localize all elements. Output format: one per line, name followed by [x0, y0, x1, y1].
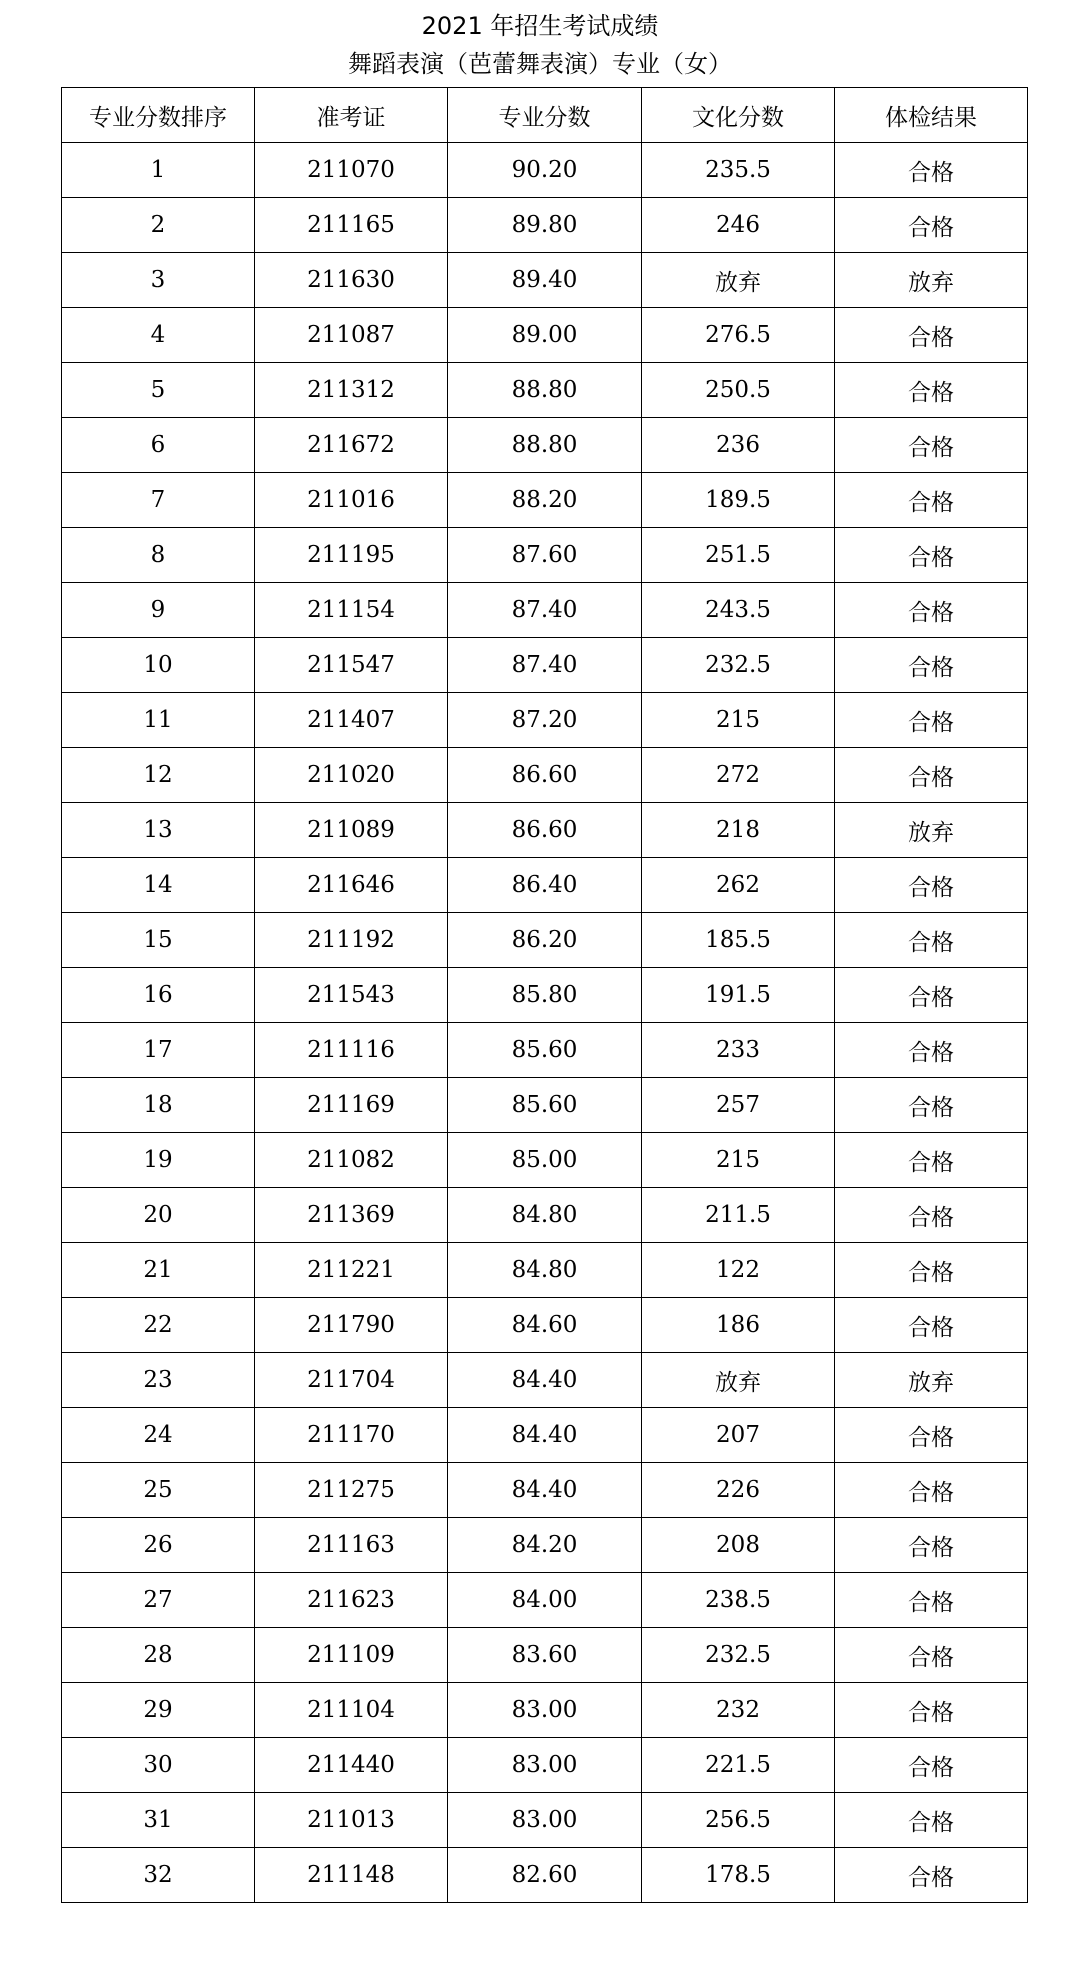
cell-physical-result: 合格	[835, 1243, 1028, 1298]
table-row	[62, 1518, 1028, 1573]
table-row	[62, 528, 1028, 583]
cell-physical-result: 合格	[835, 1683, 1028, 1738]
cell-physical-result: 合格	[835, 638, 1028, 693]
cell-rank: 28	[62, 1628, 255, 1683]
table-header	[62, 88, 1028, 143]
cell-rank: 23	[62, 1353, 255, 1408]
cell-rank: 19	[62, 1133, 255, 1188]
cell-major-score: 84.20	[448, 1518, 642, 1573]
cell-exam-id: 211440	[255, 1738, 448, 1793]
cell-major-score: 88.80	[448, 418, 642, 473]
cell-rank: 2	[62, 198, 255, 253]
table-row	[62, 363, 1028, 418]
cell-major-score: 85.80	[448, 968, 642, 1023]
table-row	[62, 1848, 1028, 1903]
cell-major-score: 82.60	[448, 1848, 642, 1903]
cell-culture-score: 178.5	[642, 1848, 835, 1903]
cell-exam-id: 211630	[255, 253, 448, 308]
cell-rank: 27	[62, 1573, 255, 1628]
table-body	[62, 143, 1028, 1903]
cell-exam-id: 211016	[255, 473, 448, 528]
table-row	[62, 473, 1028, 528]
cell-major-score: 84.40	[448, 1353, 642, 1408]
document-title: 2021 年招生考试成绩	[421, 12, 659, 40]
cell-rank: 11	[62, 693, 255, 748]
cell-major-score: 86.60	[448, 803, 642, 858]
cell-rank: 12	[62, 748, 255, 803]
cell-major-score: 89.00	[448, 308, 642, 363]
cell-physical-result: 合格	[835, 693, 1028, 748]
cell-culture-score: 218	[642, 803, 835, 858]
cell-physical-result: 合格	[835, 1133, 1028, 1188]
cell-exam-id: 211163	[255, 1518, 448, 1573]
cell-exam-id: 211154	[255, 583, 448, 638]
cell-culture-score: 207	[642, 1408, 835, 1463]
table-row	[62, 1243, 1028, 1298]
cell-exam-id: 211148	[255, 1848, 448, 1903]
cell-culture-score: 放弃	[642, 253, 835, 308]
cell-exam-id: 211369	[255, 1188, 448, 1243]
cell-exam-id: 211116	[255, 1023, 448, 1078]
cell-major-score: 87.40	[448, 583, 642, 638]
cell-major-score: 83.00	[448, 1738, 642, 1793]
cell-rank: 21	[62, 1243, 255, 1298]
cell-exam-id: 211221	[255, 1243, 448, 1298]
table-row	[62, 143, 1028, 198]
cell-culture-score: 238.5	[642, 1573, 835, 1628]
cell-culture-score: 232.5	[642, 638, 835, 693]
header-rank: 专业分数排序	[62, 88, 255, 143]
cell-culture-score: 226	[642, 1463, 835, 1518]
table-row	[62, 1628, 1028, 1683]
table-row	[62, 583, 1028, 638]
cell-major-score: 84.80	[448, 1188, 642, 1243]
cell-rank: 16	[62, 968, 255, 1023]
cell-rank: 17	[62, 1023, 255, 1078]
cell-exam-id: 211170	[255, 1408, 448, 1463]
cell-exam-id: 211165	[255, 198, 448, 253]
cell-major-score: 85.60	[448, 1023, 642, 1078]
cell-rank: 6	[62, 418, 255, 473]
table-row	[62, 1353, 1028, 1408]
cell-culture-score: 256.5	[642, 1793, 835, 1848]
cell-culture-score: 236	[642, 418, 835, 473]
cell-exam-id: 211646	[255, 858, 448, 913]
table-row	[62, 803, 1028, 858]
cell-exam-id: 211109	[255, 1628, 448, 1683]
table-row	[62, 253, 1028, 308]
cell-physical-result: 合格	[835, 1628, 1028, 1683]
cell-major-score: 89.80	[448, 198, 642, 253]
cell-culture-score: 221.5	[642, 1738, 835, 1793]
cell-exam-id: 211543	[255, 968, 448, 1023]
cell-exam-id: 211312	[255, 363, 448, 418]
scores-table	[61, 87, 1028, 1903]
cell-rank: 9	[62, 583, 255, 638]
header-culture-score: 文化分数	[642, 88, 835, 143]
cell-rank: 29	[62, 1683, 255, 1738]
cell-culture-score: 放弃	[642, 1353, 835, 1408]
cell-physical-result: 合格	[835, 1463, 1028, 1518]
cell-rank: 24	[62, 1408, 255, 1463]
header-row	[62, 88, 1028, 143]
cell-culture-score: 232	[642, 1683, 835, 1738]
cell-rank: 14	[62, 858, 255, 913]
cell-exam-id: 211082	[255, 1133, 448, 1188]
cell-exam-id: 211089	[255, 803, 448, 858]
cell-rank: 7	[62, 473, 255, 528]
cell-culture-score: 243.5	[642, 583, 835, 638]
cell-major-score: 87.40	[448, 638, 642, 693]
cell-exam-id: 211104	[255, 1683, 448, 1738]
cell-exam-id: 211672	[255, 418, 448, 473]
cell-major-score: 86.60	[448, 748, 642, 803]
table-row	[62, 308, 1028, 363]
cell-major-score: 90.20	[448, 143, 642, 198]
cell-physical-result: 放弃	[835, 1353, 1028, 1408]
table-row	[62, 1078, 1028, 1133]
cell-exam-id: 211070	[255, 143, 448, 198]
table-row	[62, 748, 1028, 803]
table-row	[62, 858, 1028, 913]
table-row	[62, 1298, 1028, 1353]
cell-exam-id: 211192	[255, 913, 448, 968]
cell-physical-result: 放弃	[835, 803, 1028, 858]
cell-exam-id: 211704	[255, 1353, 448, 1408]
cell-culture-score: 215	[642, 1133, 835, 1188]
cell-physical-result: 合格	[835, 1408, 1028, 1463]
cell-rank: 1	[62, 143, 255, 198]
cell-physical-result: 合格	[835, 1298, 1028, 1353]
cell-exam-id: 211790	[255, 1298, 448, 1353]
table-row	[62, 198, 1028, 253]
cell-physical-result: 合格	[835, 308, 1028, 363]
cell-rank: 4	[62, 308, 255, 363]
cell-rank: 20	[62, 1188, 255, 1243]
cell-culture-score: 185.5	[642, 913, 835, 968]
cell-rank: 3	[62, 253, 255, 308]
cell-exam-id: 211275	[255, 1463, 448, 1518]
cell-physical-result: 合格	[835, 143, 1028, 198]
cell-culture-score: 208	[642, 1518, 835, 1573]
cell-culture-score: 189.5	[642, 473, 835, 528]
cell-physical-result: 合格	[835, 1793, 1028, 1848]
cell-culture-score: 262	[642, 858, 835, 913]
cell-physical-result: 合格	[835, 1848, 1028, 1903]
table-row	[62, 418, 1028, 473]
cell-culture-score: 257	[642, 1078, 835, 1133]
cell-rank: 26	[62, 1518, 255, 1573]
cell-physical-result: 放弃	[835, 253, 1028, 308]
cell-rank: 25	[62, 1463, 255, 1518]
cell-major-score: 87.60	[448, 528, 642, 583]
cell-major-score: 83.00	[448, 1683, 642, 1738]
cell-exam-id: 211020	[255, 748, 448, 803]
cell-physical-result: 合格	[835, 198, 1028, 253]
header-major-score: 专业分数	[448, 88, 642, 143]
table-row	[62, 1683, 1028, 1738]
cell-rank: 15	[62, 913, 255, 968]
cell-culture-score: 186	[642, 1298, 835, 1353]
cell-physical-result: 合格	[835, 418, 1028, 473]
cell-exam-id: 211407	[255, 693, 448, 748]
cell-major-score: 88.80	[448, 363, 642, 418]
table-row	[62, 638, 1028, 693]
cell-major-score: 88.20	[448, 473, 642, 528]
cell-major-score: 83.60	[448, 1628, 642, 1683]
cell-major-score: 84.60	[448, 1298, 642, 1353]
cell-exam-id: 211623	[255, 1573, 448, 1628]
cell-exam-id: 211169	[255, 1078, 448, 1133]
cell-culture-score: 211.5	[642, 1188, 835, 1243]
cell-major-score: 86.40	[448, 858, 642, 913]
cell-culture-score: 215	[642, 693, 835, 748]
cell-major-score: 87.20	[448, 693, 642, 748]
cell-culture-score: 191.5	[642, 968, 835, 1023]
cell-rank: 8	[62, 528, 255, 583]
table-row	[62, 1023, 1028, 1078]
cell-rank: 5	[62, 363, 255, 418]
cell-physical-result: 合格	[835, 1738, 1028, 1793]
cell-culture-score: 246	[642, 198, 835, 253]
cell-major-score: 83.00	[448, 1793, 642, 1848]
cell-culture-score: 251.5	[642, 528, 835, 583]
cell-rank: 18	[62, 1078, 255, 1133]
table-row	[62, 1573, 1028, 1628]
cell-exam-id: 211547	[255, 638, 448, 693]
table-row	[62, 913, 1028, 968]
table-row	[62, 1738, 1028, 1793]
cell-physical-result: 合格	[835, 968, 1028, 1023]
cell-physical-result: 合格	[835, 473, 1028, 528]
cell-culture-score: 233	[642, 1023, 835, 1078]
cell-physical-result: 合格	[835, 858, 1028, 913]
cell-rank: 22	[62, 1298, 255, 1353]
cell-rank: 30	[62, 1738, 255, 1793]
cell-major-score: 85.00	[448, 1133, 642, 1188]
table-row	[62, 968, 1028, 1023]
cell-major-score: 89.40	[448, 253, 642, 308]
header-physical-result: 体检结果	[835, 88, 1028, 143]
cell-physical-result: 合格	[835, 583, 1028, 638]
table-row	[62, 1188, 1028, 1243]
table-row	[62, 693, 1028, 748]
cell-physical-result: 合格	[835, 363, 1028, 418]
cell-major-score: 84.80	[448, 1243, 642, 1298]
cell-major-score: 85.60	[448, 1078, 642, 1133]
cell-physical-result: 合格	[835, 528, 1028, 583]
cell-culture-score: 272	[642, 748, 835, 803]
cell-rank: 13	[62, 803, 255, 858]
cell-physical-result: 合格	[835, 1188, 1028, 1243]
cell-rank: 10	[62, 638, 255, 693]
cell-rank: 32	[62, 1848, 255, 1903]
cell-culture-score: 232.5	[642, 1628, 835, 1683]
cell-physical-result: 合格	[835, 1518, 1028, 1573]
cell-culture-score: 250.5	[642, 363, 835, 418]
cell-physical-result: 合格	[835, 1573, 1028, 1628]
cell-exam-id: 211195	[255, 528, 448, 583]
cell-culture-score: 235.5	[642, 143, 835, 198]
cell-rank: 31	[62, 1793, 255, 1848]
cell-major-score: 86.20	[448, 913, 642, 968]
cell-physical-result: 合格	[835, 748, 1028, 803]
cell-exam-id: 211013	[255, 1793, 448, 1848]
table-row	[62, 1408, 1028, 1463]
cell-culture-score: 276.5	[642, 308, 835, 363]
cell-major-score: 84.40	[448, 1408, 642, 1463]
cell-major-score: 84.00	[448, 1573, 642, 1628]
cell-physical-result: 合格	[835, 1023, 1028, 1078]
table-row	[62, 1463, 1028, 1518]
cell-physical-result: 合格	[835, 1078, 1028, 1133]
table-row	[62, 1793, 1028, 1848]
cell-culture-score: 122	[642, 1243, 835, 1298]
header-exam-id: 准考证	[255, 88, 448, 143]
cell-physical-result: 合格	[835, 913, 1028, 968]
table-row	[62, 1133, 1028, 1188]
cell-major-score: 84.40	[448, 1463, 642, 1518]
document-subtitle: 舞蹈表演（芭蕾舞表演）专业（女）	[348, 50, 732, 78]
cell-exam-id: 211087	[255, 308, 448, 363]
